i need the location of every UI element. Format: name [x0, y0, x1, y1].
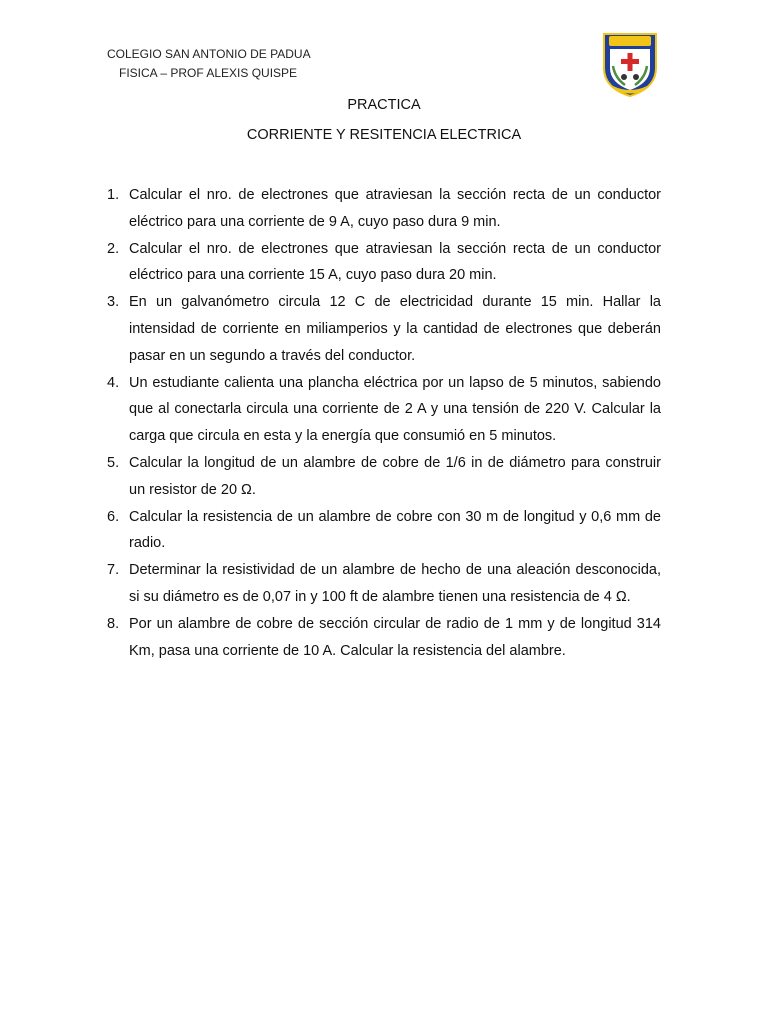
item-text: Calcular la longitud de un alambre de cobre de 1/6 in de diámetro para construir un resistor de 20 Ω.	[129, 454, 661, 498]
item-number: 6.	[107, 508, 120, 525]
school-name: COLEGIO SAN ANTONIO DE PADUA	[107, 47, 311, 61]
item-text: En un galvanómetro circula 12 C de electricidad durante 15 min. Hallar la intensidad de corriente en miliamperios y la cantidad de electrones que deberán pasar en un segundo a través del conductor.	[129, 294, 661, 364]
item-number: 2.	[107, 240, 120, 257]
item-text: Determinar la resistividad de un alambre de hecho de una aleación desconocida, si su diámetro es de 0,07 in y 100 ft de alambre tienen una resistencia de 4 Ω.	[129, 562, 661, 605]
list-item	[107, 450, 661, 504]
school-crest-icon	[601, 30, 659, 98]
exercise-list	[107, 182, 661, 664]
item-text: Un estudiante calienta una plancha eléctrica por un lapso de 5 minutos, sabiendo que al conectarla circula una corriente de 2 A y una tensión de 220 V. Calcular la carga que circula en esta y la energía que consumió en 5 minutos.	[129, 374, 661, 445]
item-text: Calcular la resistencia de un alambre de cobre con 30 m de longitud y 0,6 mm de radio.	[129, 508, 661, 552]
item-number: 1.	[107, 187, 120, 203]
practice-title: PRACTICA	[347, 97, 421, 113]
item-text: Calcular el nro. de electrones que atraviesan la sección recta de un conductor eléctrico para una corriente 15 A, cuyo paso dura 20 min.	[129, 240, 661, 284]
item-number: 5.	[107, 454, 120, 471]
topic-title: CORRIENTE Y RESITENCIA ELECTRICA	[246, 127, 522, 143]
list-item	[107, 182, 661, 236]
list-item	[107, 557, 661, 611]
item-number: 3.	[107, 294, 120, 311]
item-text: Por un alambre de cobre de sección circular de radio de 1 mm y de longitud 314 Km, pasa una corriente de 10 A. Calcular la resistencia del alambre.	[129, 615, 661, 659]
subject-teacher: FISICA – PROF ALEXIS QUISPE	[119, 66, 298, 80]
item-number: 4.	[107, 374, 120, 391]
list-item	[107, 236, 661, 290]
school-header	[107, 45, 367, 83]
list-item	[107, 289, 661, 369]
list-item	[107, 611, 661, 665]
item-number: 7.	[107, 562, 120, 579]
item-text: Calcular el nro. de electrones que atraviesan la sección recta de un conductor eléctrico para una corriente de 9 A, cuyo paso dura 9 min.	[129, 187, 661, 230]
list-item	[107, 504, 661, 558]
item-number: 8.	[107, 615, 120, 632]
list-item	[107, 370, 661, 450]
